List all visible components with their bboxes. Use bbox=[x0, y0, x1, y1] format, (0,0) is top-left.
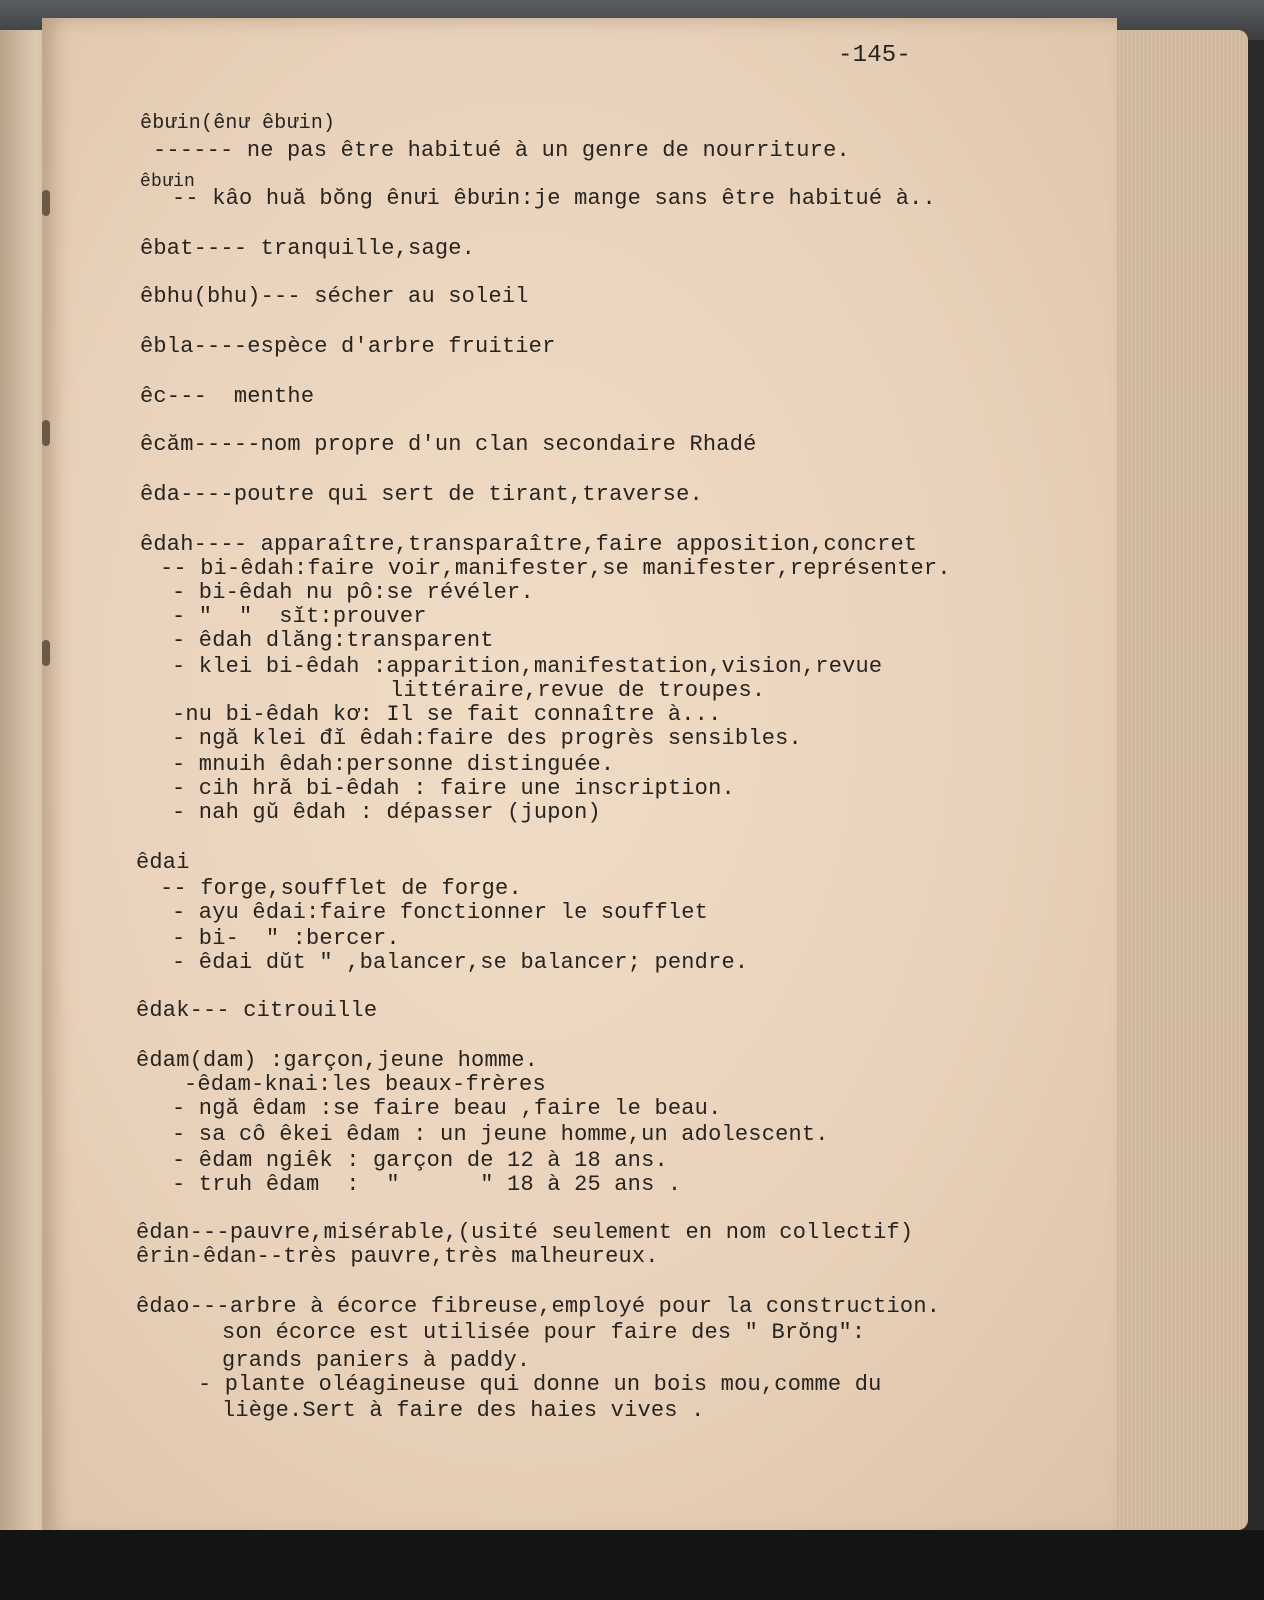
text-line: - cih hră bi-êdah : faire une inscription. bbox=[172, 776, 735, 801]
text-line: êda----poutre qui sert de tirant,traverse. bbox=[140, 482, 703, 507]
text-line: êdan---pauvre,misérable,(usité seulement en nom collectif) bbox=[136, 1220, 914, 1245]
page-number: -145- bbox=[838, 42, 912, 69]
text-line: êdao---arbre à écorce fibreuse,employé pour la construction. bbox=[136, 1294, 941, 1319]
text-line: - êdai dŭt " ,balancer,se balancer; pendre. bbox=[172, 950, 749, 975]
text-line: - truh êdam : " " 18 à 25 ans . bbox=[172, 1172, 682, 1197]
text-line: - ngă klei đĭ êdah:faire des progrès sensibles. bbox=[172, 726, 802, 751]
text-line: êdam(dam) :garçon,jeune homme. bbox=[136, 1048, 539, 1073]
text-line: - ayu êdai:faire fonctionner le soufflet bbox=[172, 900, 709, 925]
text-line: êrin-êdan--très pauvre,très malheureux. bbox=[136, 1244, 659, 1269]
text-line: êbưin(ênư êbưin) bbox=[140, 112, 336, 135]
text-line: - sa cô êkei êdam : un jeune homme,un adolescent. bbox=[172, 1122, 829, 1147]
text-line: - klei bi-êdah :apparition,manifestation,vision,revue bbox=[172, 654, 883, 679]
text-line: - bi-êdah nu pô:se révéler. bbox=[172, 580, 534, 605]
text-line: êbla----espèce d'arbre fruitier bbox=[140, 334, 556, 359]
text-line: - nah gŭ êdah : dépasser (jupon) bbox=[172, 800, 601, 825]
text-line: - êdah dlăng:transparent bbox=[172, 628, 494, 653]
text-line: êdai bbox=[136, 850, 190, 875]
text-line: êbhu(bhu)--- sécher au soleil bbox=[140, 284, 529, 309]
text-line: êdak--- citrouille bbox=[136, 998, 378, 1023]
text-line: -- forge,soufflet de forge. bbox=[160, 876, 522, 901]
text-line: êdah---- apparaître,transparaître,faire apposition,concret bbox=[140, 532, 918, 557]
text-line: ------ ne pas être habitué à un genre de nourriture. bbox=[153, 138, 850, 163]
text-line: êcăm-----nom propre d'un clan secondaire Rhadé bbox=[140, 432, 757, 457]
text-line: êbat---- tranquille,sage. bbox=[140, 236, 476, 261]
text-line: littéraire,revue de troupes. bbox=[390, 678, 766, 703]
text-line: -nu bi-êdah kơ: Il se fait connaître à... bbox=[172, 702, 722, 727]
text-line: grands paniers à paddy. bbox=[222, 1348, 531, 1373]
text-line: -- kâo huă bŏng ênưi êbưin:je mange sans être habitué à.. bbox=[172, 186, 936, 211]
text-line: êc--- menthe bbox=[140, 384, 315, 409]
text-line: liège.Sert à faire des haies vives . bbox=[222, 1398, 705, 1423]
text-line: - plante oléagineuse qui donne un bois mou,comme du bbox=[198, 1372, 882, 1397]
text-line: - ngă êdam :se faire beau ,faire le beau. bbox=[172, 1096, 722, 1121]
text-line: - " " sĭt:prouver bbox=[172, 604, 427, 629]
text-line: -êdam-knai:les beaux-frères bbox=[184, 1072, 546, 1097]
text-line: -- bi-êdah:faire voir,manifester,se manifester,représenter. bbox=[160, 556, 951, 581]
text-line: - mnuih êdah:personne distinguée. bbox=[172, 752, 615, 777]
text-line: son écorce est utilisée pour faire des " Brŏng": bbox=[222, 1320, 866, 1345]
text-line: êbưin bbox=[140, 172, 196, 192]
text-line: - êdam ngiêk : garçon de 12 à 18 ans. bbox=[172, 1148, 668, 1173]
text-line: - bi- " :bercer. bbox=[172, 926, 400, 951]
